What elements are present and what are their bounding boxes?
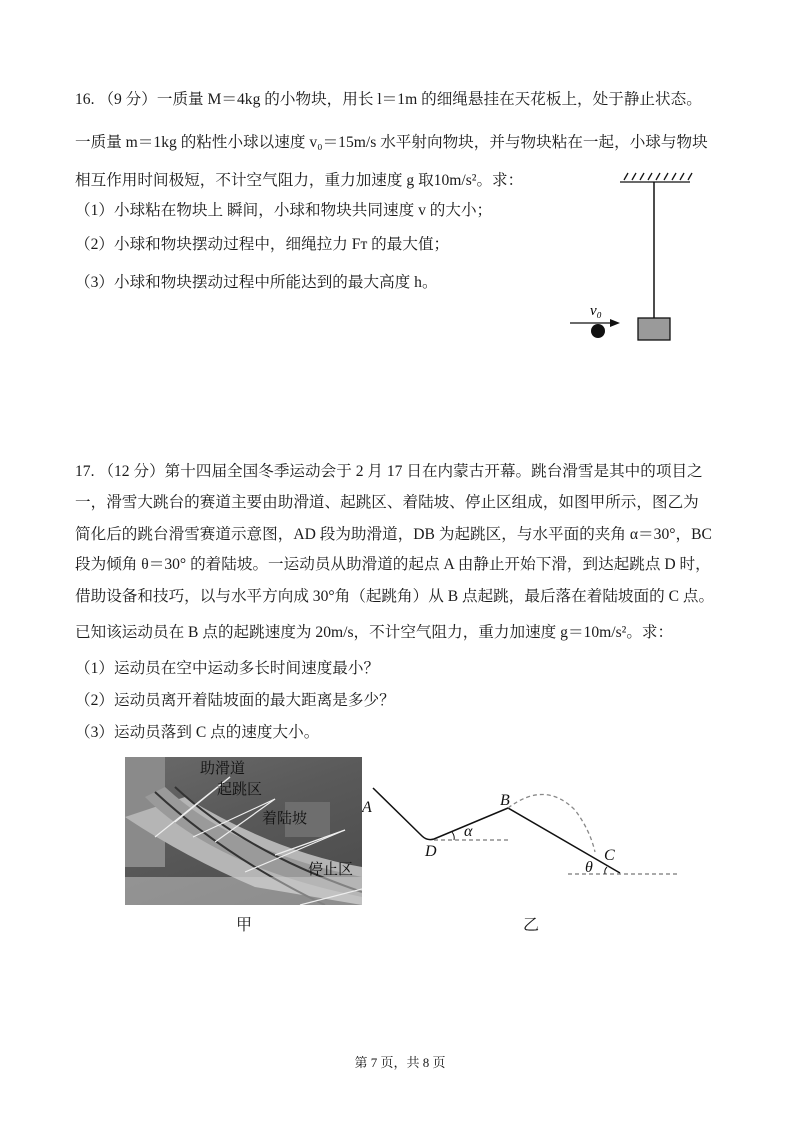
q16-line: 16. （9 分）一质量 M＝4kg 的小物块，用长 l＝1m 的细绳悬挂在天花板上，处于静止状态。	[75, 91, 702, 108]
point-d-label: D	[425, 843, 437, 860]
caption-jia: 甲	[236, 917, 253, 934]
q17-line: 一，滑雪大跳台的赛道主要由助滑道、起跳区、着陆坡、停止区组成，如图甲所示，图乙为	[75, 494, 699, 511]
page-footer: 第 7 页，共 8 页	[354, 1055, 446, 1070]
q17-line: 段为倾角 θ＝30° 的着陆坡。一运动员从助滑道的起点 A 由静止开始下滑，到达起跳点 D 时，	[75, 556, 711, 573]
q17-subquestion: （2）运动员离开着陆坡面的最大距离是多少？	[75, 692, 395, 709]
ceiling	[620, 173, 692, 182]
ski-track-diagram	[373, 788, 680, 874]
ski-jump-photo	[125, 757, 362, 905]
point-a-label: A	[362, 799, 372, 816]
caption-yi: 乙	[523, 917, 540, 934]
photo-label: 起跳区	[217, 780, 263, 798]
point-c-label: C	[604, 847, 615, 864]
q17-line: 17. （12 分）第十四届全国冬季运动会于 2 月 17 日在内蒙古开幕。跳台滑雪是其中的项目之	[75, 463, 703, 480]
photo-label: 助滑道	[200, 759, 246, 777]
q17-line: 已知该运动员在 B 点的起跳速度为 20m/s，不计空气阻力，重力加速度 g＝10m/s²。求：	[75, 624, 674, 641]
q16-line: 相互作用时间极短，不计空气阻力，重力加速度 g 取10m/s²。求：	[75, 172, 524, 189]
q16-subquestion: （2）小球和物块摆动过程中，细绳拉力 Fᴛ 的最大值；	[75, 236, 450, 253]
q16-subquestion: （1）小球粘在物块上 瞬间，小球和物块共同速度 v 的大小；	[75, 202, 493, 219]
ball	[591, 324, 605, 338]
theta-label: θ	[585, 859, 593, 876]
q17-line: 简化后的跳台滑雪赛道示意图，AD 段为助滑道，DB 为起跳区，与水平面的夹角 α＝30°，BC	[75, 526, 712, 543]
photo-label: 停止区	[308, 860, 354, 878]
alpha-label: α	[464, 823, 473, 840]
q17-line: 借助设备和技巧，以与水平方向成 30°角（起跳角）从 B 点起跳，最后落在着陆坡面的 C 点。	[75, 588, 715, 605]
photo-label: 着陆坡	[262, 809, 308, 827]
block	[638, 318, 670, 340]
point-b-label: B	[500, 792, 510, 809]
v0-label: v₀	[590, 303, 602, 319]
q16-line: 一质量 m＝1kg 的粘性小球以速度 v₀＝15m/s 水平射向物块，并与物块粘在一起，小球与物块	[75, 134, 708, 151]
q17-subquestion: （1）运动员在空中运动多长时间速度最小？	[75, 660, 380, 677]
q17-subquestion: （3）运动员落到 C 点的速度大小。	[75, 724, 320, 741]
q16-subquestion: （3）小球和物块摆动过程中所能达到的最大高度 h。	[75, 274, 438, 291]
